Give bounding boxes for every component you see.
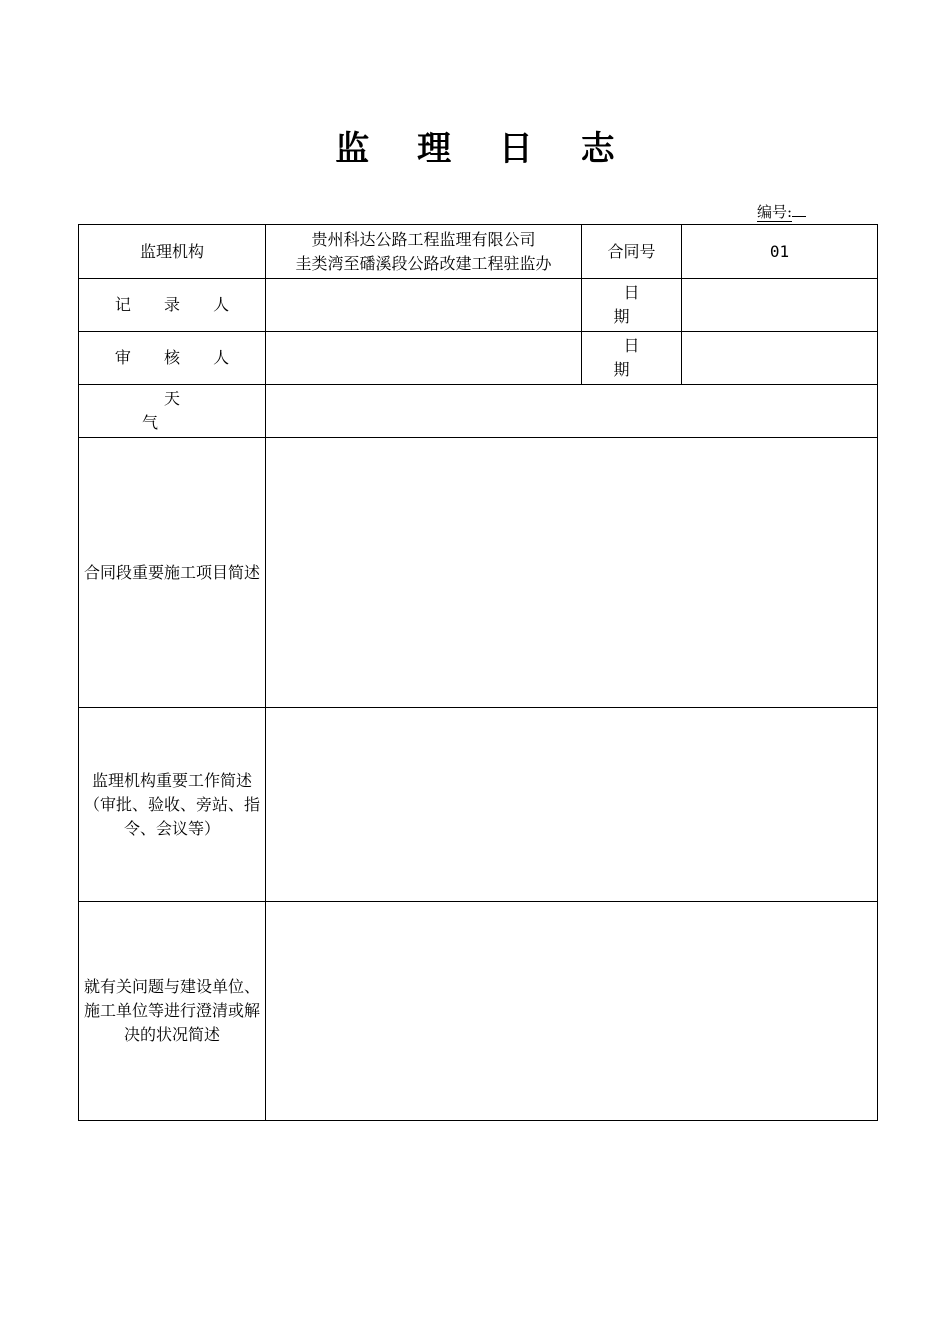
recorder-row: [79, 279, 878, 332]
recorder-date-label: 日 期: [582, 279, 682, 332]
weather-value[interactable]: [266, 385, 878, 438]
supervision-label: 监理机构重要工作简述（审批、验收、旁站、指令、会议等）: [79, 708, 266, 902]
issues-row: [79, 902, 878, 1121]
page-title: 监 理 日 志: [335, 129, 633, 169]
recorder-label: 记 录 人: [79, 279, 266, 332]
construction-row: [79, 438, 878, 708]
org-value-line1: 贵州科达公路工程监理有限公司: [311, 229, 536, 249]
supervision-row: [79, 708, 878, 902]
supervision-value[interactable]: [266, 708, 878, 902]
reviewer-value[interactable]: [266, 332, 582, 385]
recorder-date-value[interactable]: [682, 279, 878, 332]
org-row: [79, 225, 878, 279]
construction-value[interactable]: [266, 438, 878, 708]
weather-row: [79, 385, 878, 438]
reviewer-date-label: 日 期: [582, 332, 682, 385]
reviewer-row: [79, 332, 878, 385]
org-value-line2: 圭类湾至磻溪段公路改建工程驻监办: [295, 253, 552, 273]
serial-label: 编号:: [757, 203, 793, 221]
issues-label: 就有关问题与建设单位、施工单位等进行澄清或解决的状况简述: [79, 902, 266, 1121]
reviewer-label: 审 核 人: [79, 332, 266, 385]
issues-value[interactable]: [266, 902, 878, 1121]
serial-value-blank[interactable]: [792, 202, 806, 217]
org-label: 监理机构: [79, 225, 266, 279]
org-value[interactable]: [266, 225, 582, 279]
reviewer-date-value[interactable]: [682, 332, 878, 385]
construction-label: 合同段重要施工项目简述: [79, 438, 266, 708]
serial-number: [757, 202, 806, 222]
weather-label: 天 气: [79, 385, 266, 438]
supervision-log-table: [78, 224, 878, 1121]
contract-label: 合同号: [582, 225, 682, 279]
recorder-value[interactable]: [266, 279, 582, 332]
contract-value[interactable]: 01: [682, 225, 878, 279]
